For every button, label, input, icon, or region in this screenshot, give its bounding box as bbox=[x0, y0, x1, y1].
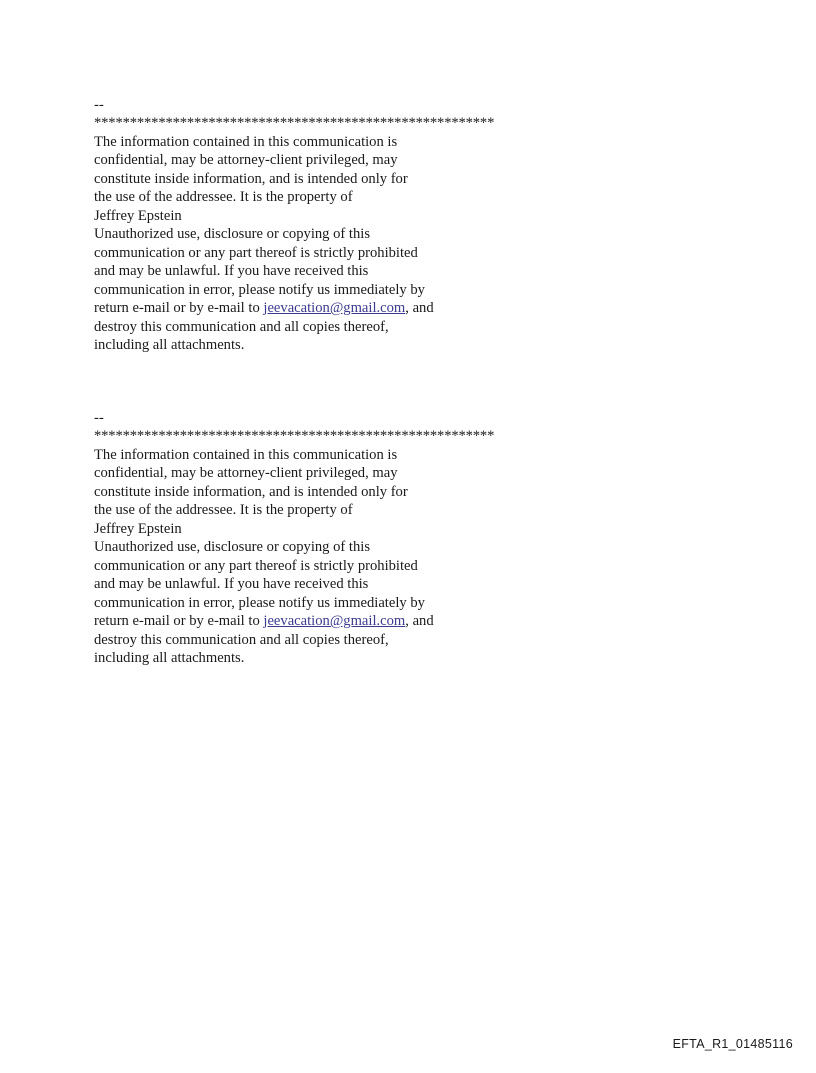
email-line-suffix: , and bbox=[405, 613, 434, 630]
separator-stars: ******************************************************** bbox=[94, 428, 495, 445]
disclaimer-paragraph bbox=[94, 133, 714, 355]
text-line: The information contained in this communication is bbox=[94, 133, 398, 150]
separator-dashes: -- bbox=[94, 97, 105, 113]
text-line: the use of the addressee. It is the property of bbox=[94, 189, 353, 206]
text-line: communication in error, please notify us immediately by bbox=[94, 281, 425, 298]
email-line-prefix: return e-mail or by e-mail to bbox=[94, 613, 264, 630]
email-link[interactable]: jeevacation@gmail.com bbox=[263, 300, 406, 317]
text-line: destroy this communication and all copies thereof, bbox=[94, 631, 389, 648]
disclaimer-paragraph bbox=[94, 446, 714, 668]
text-line: confidential, may be attorney-client privileged, may bbox=[94, 152, 398, 169]
owner-name-line: Jeffrey Epstein bbox=[94, 520, 182, 537]
text-line: destroy this communication and all copies thereof, bbox=[94, 318, 389, 335]
owner-name-line: Jeffrey Epstein bbox=[94, 207, 182, 224]
text-line: Unauthorized use, disclosure or copying of this bbox=[94, 539, 371, 556]
email-line-prefix: return e-mail or by e-mail to bbox=[94, 300, 264, 317]
text-line: constitute inside information, and is intended only for bbox=[94, 483, 408, 500]
text-line: including all attachments. bbox=[94, 650, 245, 667]
disclaimer-block-1 bbox=[94, 96, 714, 355]
email-link[interactable]: jeevacation@gmail.com bbox=[263, 613, 406, 630]
text-line: constitute inside information, and is intended only for bbox=[94, 170, 408, 187]
separator-stars: ******************************************************** bbox=[94, 115, 495, 132]
text-line: and may be unlawful. If you have received this bbox=[94, 263, 369, 280]
text-line: including all attachments. bbox=[94, 337, 245, 354]
text-line: the use of the addressee. It is the property of bbox=[94, 502, 353, 519]
text-line: confidential, may be attorney-client privileged, may bbox=[94, 465, 398, 482]
bates-number: EFTA_R1_01485116 bbox=[672, 1037, 793, 1051]
text-line: Unauthorized use, disclosure or copying of this bbox=[94, 226, 371, 243]
disclaimer-block-2 bbox=[94, 409, 714, 668]
email-line bbox=[94, 612, 714, 631]
text-line: communication or any part thereof is strictly prohibited bbox=[94, 557, 418, 574]
separator-dashes: -- bbox=[94, 410, 105, 426]
email-line bbox=[94, 299, 714, 318]
text-line: and may be unlawful. If you have received this bbox=[94, 576, 369, 593]
text-line: communication in error, please notify us immediately by bbox=[94, 594, 425, 611]
text-line: The information contained in this communication is bbox=[94, 446, 398, 463]
text-line: communication or any part thereof is strictly prohibited bbox=[94, 244, 418, 261]
email-line-suffix: , and bbox=[405, 300, 434, 317]
